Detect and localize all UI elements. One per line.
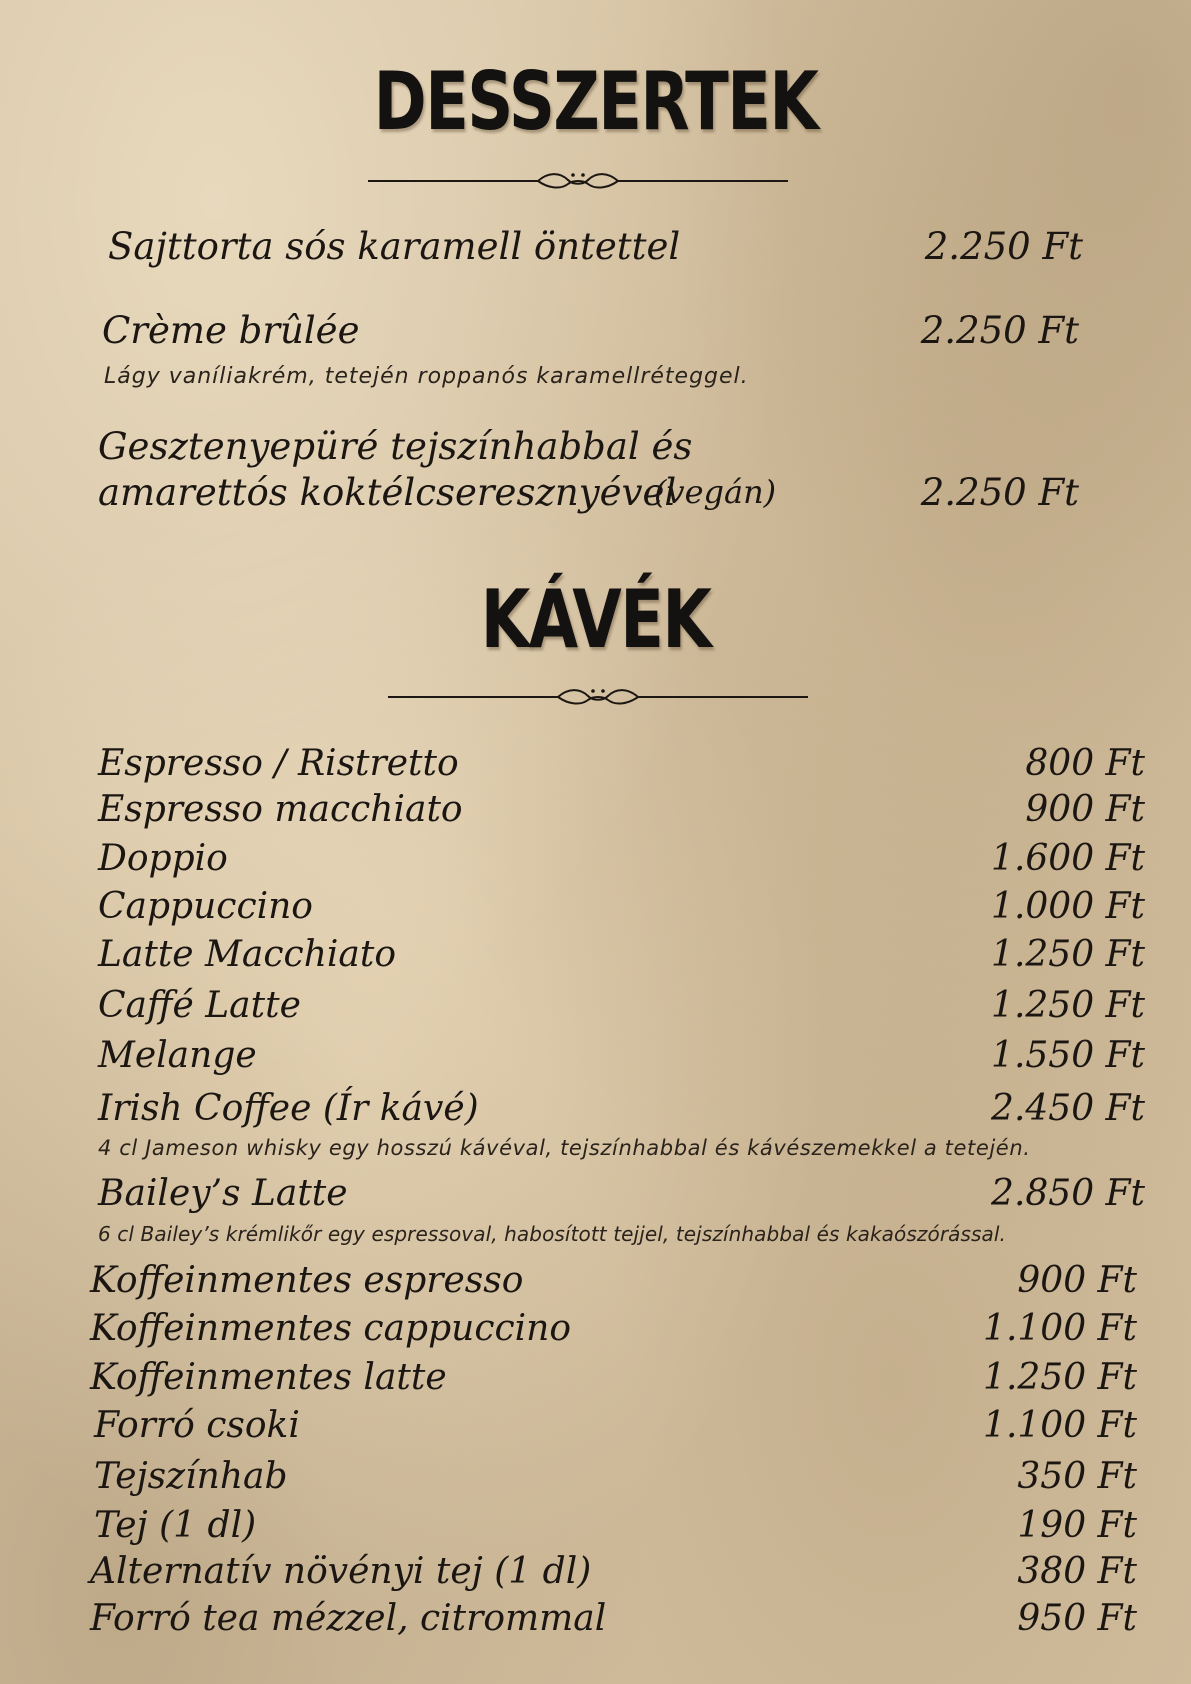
coffee-name-doppio: Doppio xyxy=(98,838,228,879)
coffee-name-melange: Melange xyxy=(98,1035,257,1076)
coffee-name-caffe-latte: Caffé Latte xyxy=(98,985,301,1026)
coffee-price-baileys-latte: 2.850 Ft xyxy=(991,1173,1145,1214)
ornament-divider-icon xyxy=(388,684,808,712)
coffee-price-hot-tea: 950 Ft xyxy=(1017,1598,1137,1639)
coffee-price-espresso: 800 Ft xyxy=(1025,743,1145,784)
coffee-name-latte-macchiato: Latte Macchiato xyxy=(98,934,397,975)
dessert-price-creme-brulee: 2.250 Ft xyxy=(920,309,1079,352)
coffee-name-irish-coffee: Irish Coffee (Ír kávé) xyxy=(98,1088,479,1129)
coffee-price-plant-milk: 380 Ft xyxy=(1017,1551,1137,1592)
coffee-name-macchiato: Espresso macchiato xyxy=(98,789,463,830)
ornament-divider-icon xyxy=(368,168,788,196)
vegan-tag: (vegán) xyxy=(654,473,777,511)
dessert-name-chestnut-line1: Gesztenyepüré tejszínhabbal és xyxy=(98,425,693,468)
coffee-name-hot-tea: Forró tea mézzel, citrommal xyxy=(90,1598,607,1639)
coffee-price-macchiato: 900 Ft xyxy=(1025,789,1145,830)
coffee-price-decaf-latte: 1.250 Ft xyxy=(983,1357,1137,1398)
dessert-name-chestnut-line2: amarettós koktélcseresznyével xyxy=(98,471,677,514)
coffee-name-espresso: Espresso / Ristretto xyxy=(98,743,459,784)
coffee-price-whipped-cream: 350 Ft xyxy=(1017,1456,1137,1497)
dessert-name-cheesecake: Sajttorta sós karamell öntettel xyxy=(108,225,681,268)
dessert-price-chestnut: 2.250 Ft xyxy=(920,471,1079,514)
dessert-name-creme-brulee: Crème brûlée xyxy=(102,309,360,352)
coffee-price-latte-macchiato: 1.250 Ft xyxy=(991,934,1145,975)
coffee-price-decaf-espresso: 900 Ft xyxy=(1017,1260,1137,1301)
coffee-name-baileys-latte: Bailey’s Latte xyxy=(98,1173,348,1214)
coffee-price-hot-chocolate: 1.100 Ft xyxy=(983,1405,1137,1446)
coffee-name-hot-chocolate: Forró csoki xyxy=(94,1405,300,1446)
coffee-price-caffe-latte: 1.250 Ft xyxy=(991,985,1145,1026)
desserts-heading: DESSZERTEK xyxy=(373,55,818,148)
dessert-description-creme-brulee: Lágy vaníliakrém, tetején roppanós karamellréteggel. xyxy=(104,364,749,389)
coffee-name-cappuccino: Cappuccino xyxy=(98,886,313,927)
coffee-description-irish-coffee: 4 cl Jameson whisky egy hosszú kávéval, tejszínhabbal és kávészemekkel a tetején. xyxy=(98,1136,1031,1160)
coffees-heading: KÁVÉK xyxy=(480,573,711,666)
coffee-price-cappuccino: 1.000 Ft xyxy=(991,886,1145,927)
coffee-price-melange: 1.550 Ft xyxy=(991,1035,1145,1076)
coffee-name-whipped-cream: Tejszínhab xyxy=(94,1456,288,1497)
coffee-name-milk: Tej (1 dl) xyxy=(94,1505,257,1546)
coffee-name-decaf-espresso: Koffeinmentes espresso xyxy=(90,1260,524,1301)
coffee-price-doppio: 1.600 Ft xyxy=(991,838,1145,879)
coffee-name-decaf-latte: Koffeinmentes latte xyxy=(90,1357,447,1398)
coffee-description-baileys-latte: 6 cl Bailey’s krémlikőr egy espressoval, habosított tejjel, tejszínhabbal és kakaószórással. xyxy=(98,1222,1007,1246)
coffee-price-milk: 190 Ft xyxy=(1017,1505,1137,1546)
coffee-price-decaf-cappuccino: 1.100 Ft xyxy=(983,1308,1137,1349)
coffee-name-plant-milk: Alternatív növényi tej (1 dl) xyxy=(90,1551,592,1592)
dessert-price-cheesecake: 2.250 Ft xyxy=(924,225,1083,268)
coffee-price-irish-coffee: 2.450 Ft xyxy=(991,1088,1145,1129)
coffee-name-decaf-cappuccino: Koffeinmentes cappuccino xyxy=(90,1308,572,1349)
